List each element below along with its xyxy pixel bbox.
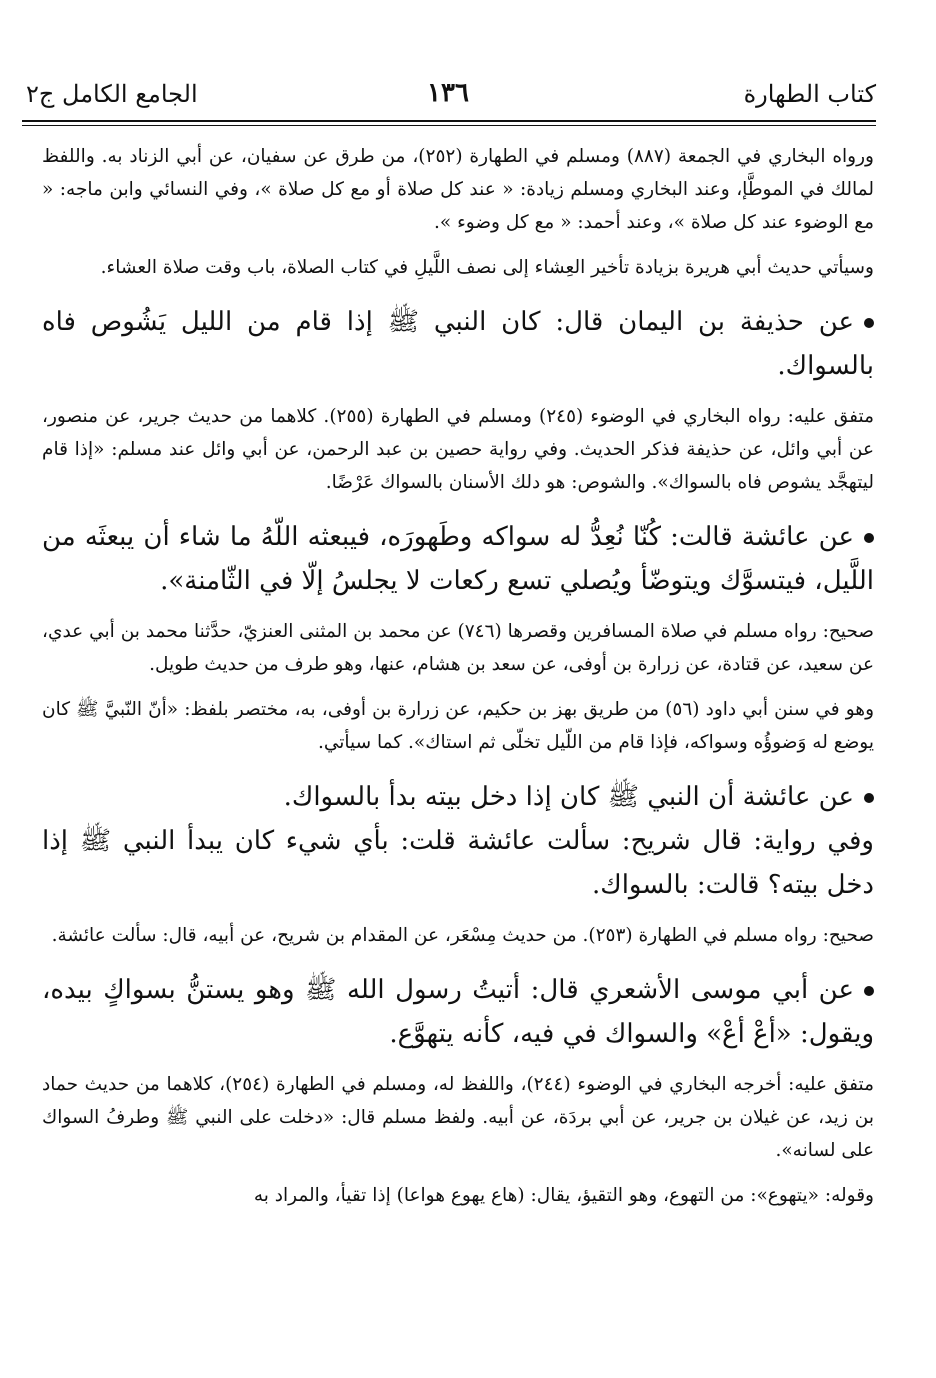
running-chapter-title: كتاب الطهارة bbox=[743, 80, 876, 108]
page-body bbox=[42, 140, 874, 1212]
commentary-paragraph bbox=[42, 1179, 874, 1212]
commentary-paragraph bbox=[42, 140, 874, 239]
commentary-paragraph bbox=[42, 693, 874, 759]
hadith-text: عن عائشة أن النبي ﷺ كان إذا دخل بيته بدأ بالسواك. bbox=[283, 782, 854, 812]
hadith-continuation bbox=[42, 819, 874, 907]
hadith-paragraph bbox=[42, 515, 874, 603]
page-header bbox=[20, 70, 876, 118]
paragraph-text: ورواه البخاري في الجمعة (٨٨٧) ومسلم في الطهارة (٢٥٢)، من طرق عن سفيان، عن أبي الزناد به. واللفظ لمالك في الموطَّإ، وعند البخاري ومسلم زيادة: « عند كل صلاة أو مع كل صلاة »، وفي النسائي وابن ماجه: « مع الوضوء عند كل صلاة »، وعند أحمد: « مع كل وضوء ». bbox=[42, 146, 874, 233]
bullet-icon bbox=[864, 986, 874, 996]
header-rule-thick bbox=[22, 120, 876, 122]
page-number: ١٣٦ bbox=[427, 78, 469, 108]
hadith-paragraph bbox=[42, 968, 874, 1056]
commentary-paragraph bbox=[42, 251, 874, 284]
paragraph-text: وسيأتي حديث أبي هريرة بزيادة تأخير العِشاء إلى نصف اللَّيلِ في كتاب الصلاة، باب وقت صلاة العشاء. bbox=[100, 257, 874, 278]
bullet-icon bbox=[864, 318, 874, 328]
commentary-paragraph bbox=[42, 919, 874, 952]
hadith-text: عن عائشة قالت: كُنّا نُعِدُّ له سواكه وطَهورَه، فيبعثه اللّهُ ما شاء أن يبعثَه من اللَّيل، فيتسوَّك ويتوضّأ ويُصلي تسع ركعات لا يجلسُ إلّا في الثّامنة». bbox=[42, 522, 874, 596]
bullet-icon bbox=[864, 533, 874, 543]
paragraph-text: وقوله: «يتهوع»: من التهوع، وهو التقيؤ، يقال: (هاع يهوع هواعا) إذا تقيأ، والمراد به bbox=[253, 1185, 874, 1206]
bullet-icon bbox=[864, 793, 874, 803]
paragraph-text: متفق عليه: أخرجه البخاري في الوضوء (٢٤٤)، واللفظ له، ومسلم في الطهارة (٢٥٤)، كلاهما من حديث حماد بن زيد، عن غيلان بن جرير، عن أبي بردَة، عن أبيه. ولفظ مسلم قال: «دخلت على النبي ﷺ وطرفُ السواك على لسانه». bbox=[42, 1074, 874, 1161]
paragraph-text: صحيح: رواه مسلم في صلاة المسافرين وقصرها (٧٤٦) عن محمد بن المثنى العنزيّ، حدَّثنا محمد بن أبي عدي، عن سعيد، عن قتادة، عن زرارة بن أوفى، عن سعد بن هشام، عنها، وهو طرف من حديث طويل. bbox=[42, 621, 875, 675]
paragraph-text: وهو في سنن أبي داود (٥٦) من طريق بهز بن حكيم، عن زرارة بن أوفى، به، مختصر بلفظ: «أنّ النّبيَّ ﷺ كان يوضع له وَضوؤُه وسواكه، فإذا قام من اللّيل تخلّى ثم استاك». كما سيأتي. bbox=[42, 699, 875, 753]
hadith-text: عن أبي موسى الأشعري قال: أتيتُ رسول الله ﷺ وهو يستنُّ بسواكٍ بيده، ويقول: «أعْ أعْ» والسواك في فيه، كأنه يتهوَّع. bbox=[42, 975, 874, 1049]
hadith-text: عن حذيفة بن اليمان قال: كان النبي ﷺ إذا قام من الليل يَشُوص فاه بالسواك. bbox=[42, 307, 874, 381]
header-rule-thin bbox=[22, 125, 876, 126]
paragraph-text: صحيح: رواه مسلم في الطهارة (٢٥٣). من حديث مِسْعَر، عن المقدام بن شريح، عن أبيه، قال: سألت عائشة. bbox=[51, 925, 874, 946]
hadith-text: وفي رواية: قال شريح: سألت عائشة قلت: بأي شيء كان يبدأ النبي ﷺ إذا دخل بيته؟ قالت: بالسواك. bbox=[42, 826, 874, 900]
commentary-paragraph bbox=[42, 400, 874, 499]
running-book-title: الجامع الكامل ج٢ bbox=[26, 80, 198, 108]
paragraph-text: متفق عليه: رواه البخاري في الوضوء (٢٤٥) ومسلم في الطهارة (٢٥٥). كلاهما من حديث جرير، عن منصور، عن أبي وائل، عن حذيفة فذكر الحديث. وفي رواية حصين بن عبد الرحمن، عن أبي وائل عند مسلم: «إذا قام ليتهجَّد يشوص فاه بالسواك». والشوص: هو دلك الأسنان بالسواك عَرْضًا. bbox=[42, 406, 875, 493]
commentary-paragraph bbox=[42, 1068, 874, 1167]
hadith-paragraph bbox=[42, 775, 874, 819]
hadith-paragraph bbox=[42, 300, 874, 388]
commentary-paragraph bbox=[42, 615, 874, 681]
